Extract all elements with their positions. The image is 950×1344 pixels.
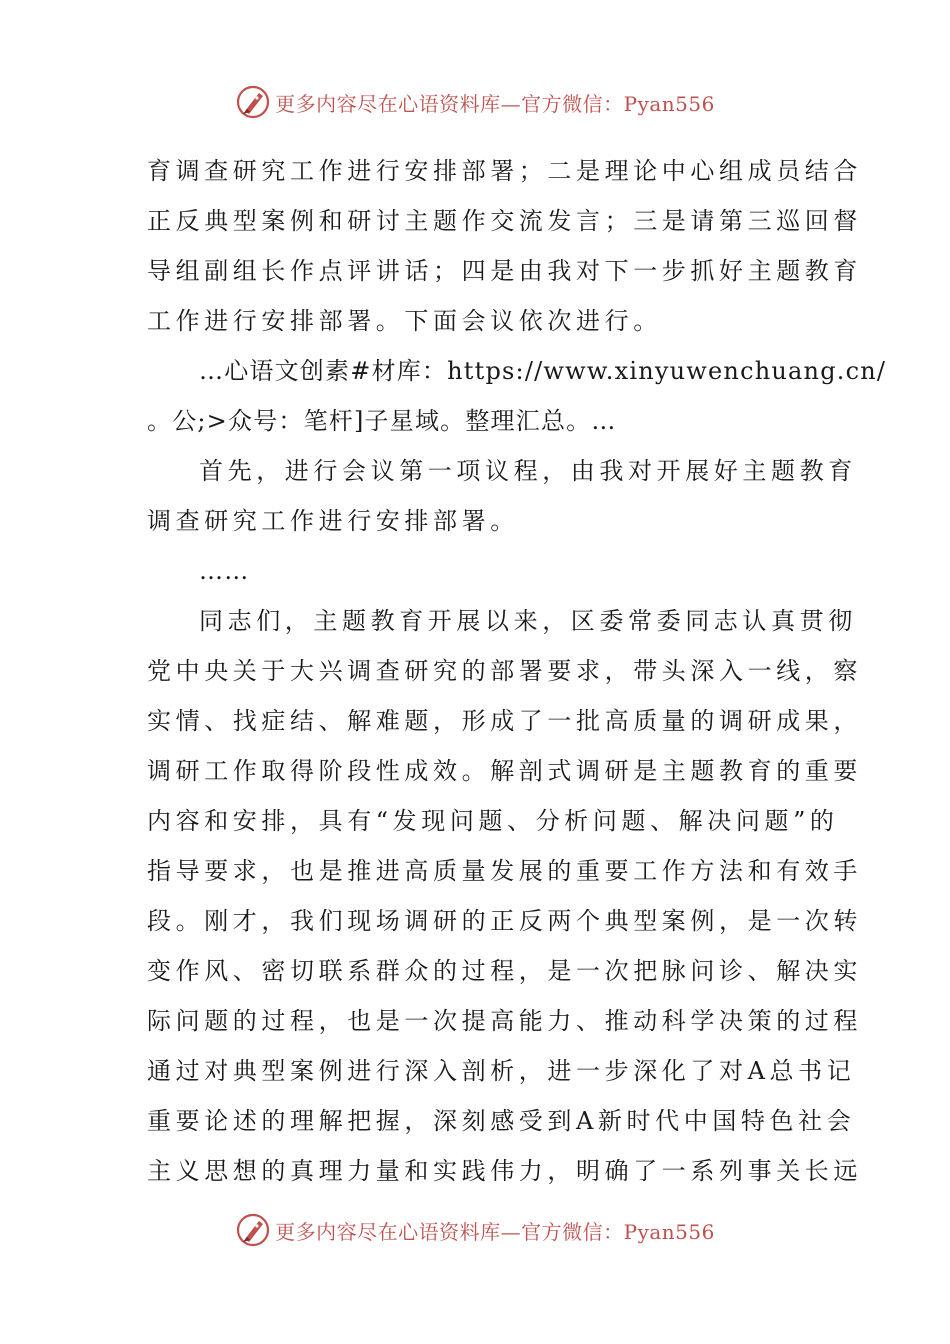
text-line: 实情、找症结、解难题，形成了一批高质量的调研成果， [147,707,862,735]
source-note-line: 。公;>众号：笔杆]子星域。整理汇总。… [147,407,617,435]
document-body [147,146,887,1196]
text-line: 重要论述的理解把握，深刻感受到A新时代中国特色社会 [147,1107,856,1135]
footer-banner [0,1210,950,1250]
text-line: 通过对典型案例进行深入剖析，进一步深化了对A总书记 [147,1057,856,1085]
text-line: 工作进行安排部署。下面会议依次进行。 [147,307,662,335]
text-line: 际问题的过程，也是一次提高能力、推动科学决策的过程 [147,1007,862,1035]
text-line: 党中央关于大兴调查研究的部署要求，带头深入一线，察 [147,657,862,685]
text-line: 首先，进行会议第一项议程，由我对开展好主题教育 [199,457,857,485]
pen-nib-logo-icon [235,84,271,120]
text-line: 变作风、密切联系群众的过程，是一次把脉问诊、解决实 [147,957,862,985]
header-banner [0,82,950,122]
header-banner-lead: 更多内容尽在心语资料库— [275,91,522,116]
footer-banner-text [275,1216,715,1245]
text-line: 调查研究工作进行安排部署。 [147,507,519,535]
pen-nib-logo-icon [235,1212,271,1248]
text-line: 正反典型案例和研讨主题作交流发言；三是请第三巡回督 [147,207,862,235]
text-line: 指导要求，也是推进高质量发展的重要工作方法和有效手 [147,857,862,885]
header-banner-text [275,88,715,117]
footer-banner-lead: 更多内容尽在心语资料库— [275,1219,522,1244]
text-line: 调研工作取得阶段性成效。解剖式调研是主题教育的重要 [147,757,862,785]
ellipsis-line: …… [199,557,250,585]
footer-banner-tail: 官方微信：Pyan556 [521,1219,715,1244]
text-line: 段。刚才，我们现场调研的正反两个典型案例，是一次转 [147,907,862,935]
text-line: 内容和安排，具有“发现问题、分析问题、解决问题”的 [147,807,839,835]
text-line: 同志们，主题教育开展以来，区委常委同志认真贯彻 [199,607,857,635]
header-banner-tail: 官方微信：Pyan556 [521,91,715,116]
text-line: 育调查研究工作进行安排部署；二是理论中心组成员结合 [147,157,862,185]
source-note-line: …心语文创素#材库：https://www.xinyuwenchuang.cn/ [199,357,887,385]
text-line: 主义思想的真理力量和实践伟力，明确了一系列事关长远 [147,1157,862,1185]
text-line: 导组副组长作点评讲话；四是由我对下一步抓好主题教育 [147,257,862,285]
